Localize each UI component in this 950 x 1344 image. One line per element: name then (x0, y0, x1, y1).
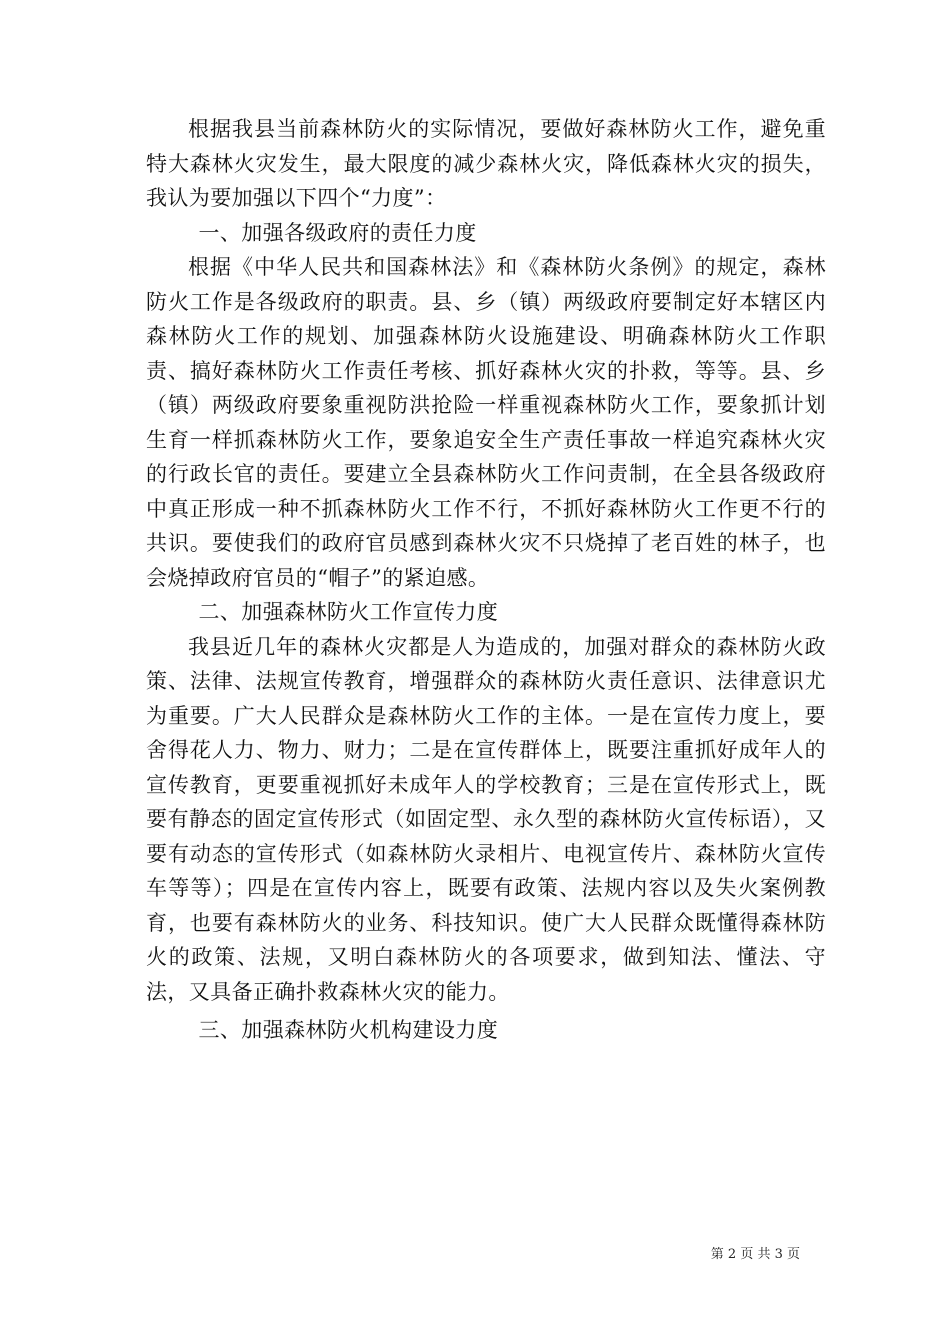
document-body (146, 112, 826, 1048)
paragraph-intro: 根据我县当前森林防火的实际情况，要做好森林防火工作，避免重特大森林火灾发生，最大限度的减少森林火灾，降低森林火灾的损失，我认为要加强以下四个“力度”： (146, 117, 826, 210)
section-heading-3: 三、加强森林防火机构建设力度 (198, 1018, 499, 1042)
page-number-footer: 第 2 页 共 3 页 (710, 1247, 800, 1262)
paragraph-section-1: 根据《中华人民共和国森林法》和《森林防火条例》的规定，森林防火工作是各级政府的职责。县、乡（镇）两级政府要制定好本辖区内森林防火工作的规划、加强森林防火设施建设、明确森林防火工作职责、搞好森林防火工作责任考核、抓好森林火灾的扑救，等等。县、乡（镇）两级政府要象重视防洪抢险一样重视森林防火工作，要象抓计划生育一样抓森林防火工作，要象追安全生产责任事故一样追究森林火灾的行政长官的责任。要建立全县森林防火工作问责制，在全县各级政府中真正形成一种不抓森林防火工作不行，不抓好森林防火工作更不行的共识。要使我们的政府官员感到森林火灾不只烧掉了老百姓的林子，也会烧掉政府官员的“帽子”的紧迫感。 (146, 255, 826, 590)
section-heading-1: 一、加强各级政府的责任力度 (198, 220, 477, 245)
paragraph-section-2: 我县近几年的森林火灾都是人为造成的，加强对群众的森林防火政策、法律、法规宣传教育，增强群众的森林防火责任意识、法律意识尤为重要。广大人民群众是森林防火工作的主体。一是在宣传力度上，要舍得花人力、物力、财力；二是在宣传群体上，既要注重抓好成年人的宣传教育，更要重视抓好未成年人的学校教育；三是在宣传形式上，既要有静态的固定宣传形式（如固定型、永久型的森林防火宣传标语），又要有动态的宣传形式（如森林防火录相片、电视宣传片、森林防火宣传车等等）；四是在宣传内容上，既要有政策、法规内容以及失火案例教育，也要有森林防火的业务、科技知识。使广大人民群众既懂得森林防火的政策、法规，又明白森林防火的各项要求，做到知法、懂法、守法，又具备正确扑救森林火灾的能力。 (146, 634, 826, 1004)
section-heading-2: 二、加强森林防火工作宣传力度 (198, 600, 499, 624)
